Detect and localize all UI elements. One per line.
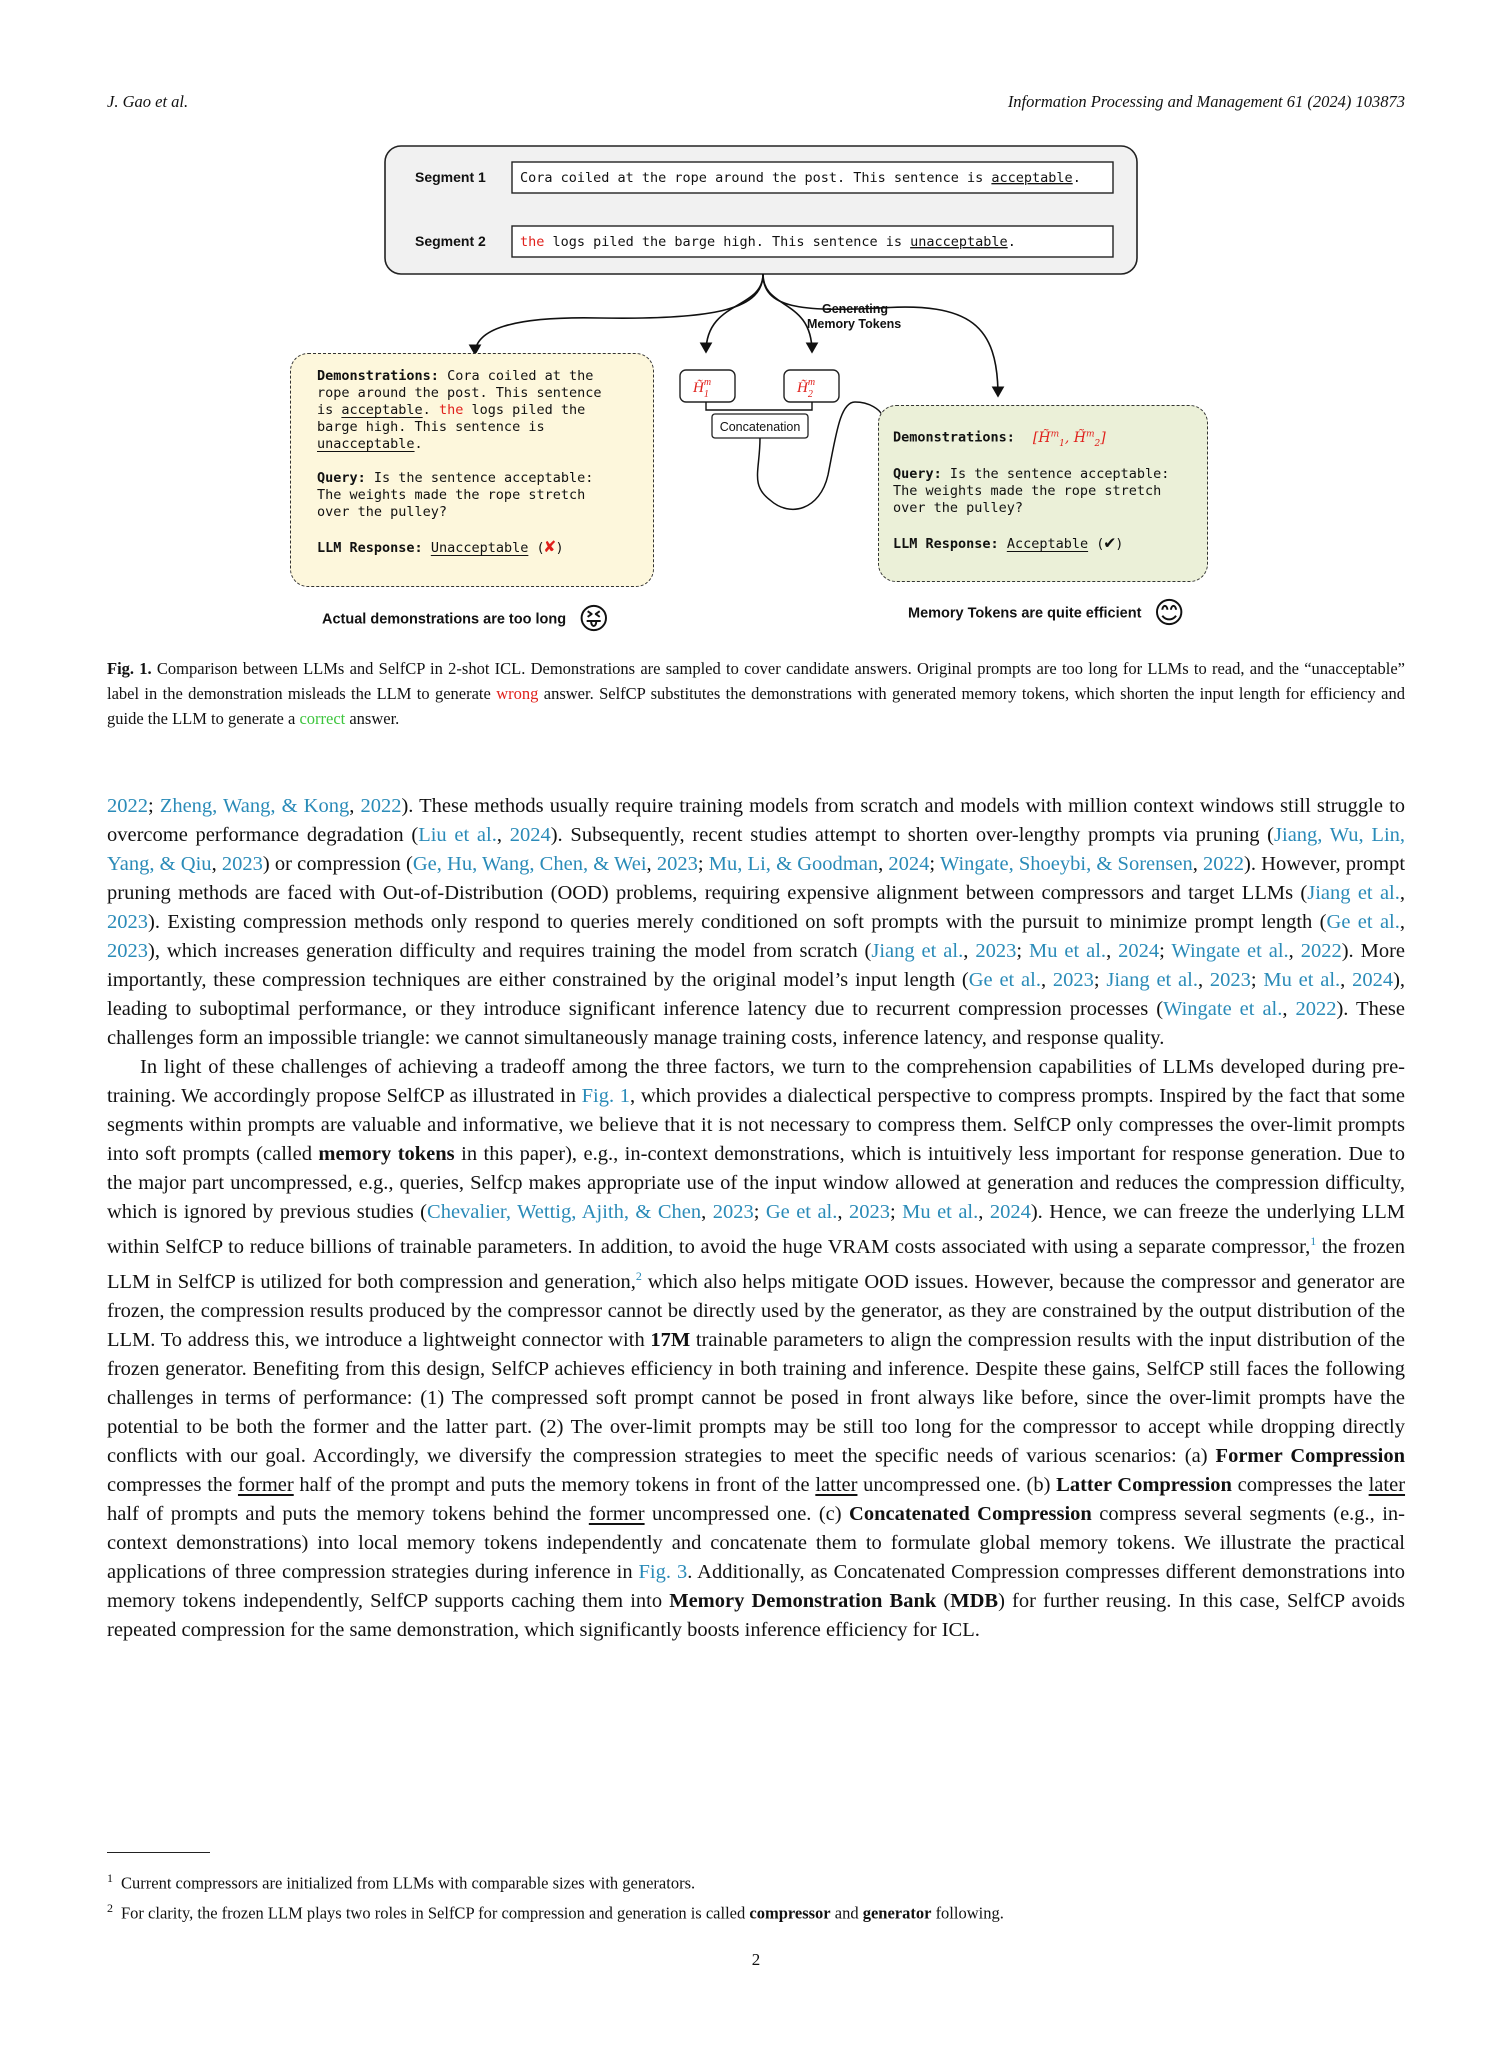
paragraph-1 (107, 792, 1405, 1053)
citation-link[interactable]: 2024 (509, 824, 551, 846)
text-run: ; (1250, 969, 1264, 991)
bold-term: Concatenated Compression (849, 1502, 1092, 1525)
text-run: ). However, prompt pruning methods are faced with Out-of-Distribution (OOD) problems, requiring expensive alignment between compressors and target LLMs ( (107, 853, 1406, 904)
underlined-term: latter (815, 1473, 858, 1496)
citation-link[interactable]: 2022 (1295, 998, 1337, 1020)
citation-link[interactable]: 2023 (107, 940, 148, 962)
text-run: , (1282, 998, 1296, 1020)
footnote-mark[interactable]: 2 (635, 1268, 642, 1283)
bold-term: Memory Demonstration Bank (669, 1589, 937, 1612)
header-journal: Information Processing and Management 61 (2024) 103873 (1007, 92, 1405, 111)
text-run: . Additionally, as Concatenated Compression compresses different demonstrations into memory tokens independently, SelfCP supports caching them into (107, 1560, 1405, 1612)
text-run: , (1399, 911, 1405, 933)
text-run: , (963, 940, 976, 962)
text-run: , (349, 795, 361, 817)
text-run: , (837, 1201, 849, 1223)
text-run: ) or compression ( (262, 853, 413, 875)
citation-link[interactable]: 2023 (848, 1201, 890, 1223)
footnote-2 (107, 1896, 1405, 1926)
smile-emoji: 😊 (1153, 597, 1185, 630)
underlined-term: former (588, 1502, 645, 1525)
header-authors: J. Gao et al. (107, 92, 189, 111)
footnote-1 (107, 1866, 1405, 1896)
text-run: , (211, 853, 222, 875)
bold-term: compressor (749, 1903, 831, 1922)
text-run: in this paper), e.g., in-context demonstrations, which is intuitively less important for response generation. Due to the major part uncompressed, e.g., queries, Selfcp makes appropriate use of the input window allowed at generation and reduces the compression difficulty, which is ignored by previous studies ( (107, 1143, 1405, 1223)
bold-term: 17M (650, 1328, 691, 1351)
memory-token-list: [H̃$^m_1$, H̃$^m_2$] (1032, 429, 1106, 449)
text-run: , (1288, 940, 1301, 962)
citation-link[interactable]: Wingate et al. (1163, 998, 1283, 1020)
svg-text:H̃2m: $H̃_2m$ (797, 377, 816, 400)
bold-term: Former Compression (1215, 1444, 1406, 1467)
text-run: ; (929, 853, 940, 875)
segment1-text: Cora coiled at the rope around the post. This sentence is acceptable. (520, 170, 1081, 186)
text-run: trainable parameters to align the compression results with the input distribution of the frozen generator. Benefiting from this design, SelfCP achieves efficiency in both training and inference. Despite these gains, SelfCP still faces the following challenges in terms of performance: (1) The compressed soft prompt cannot be posed in front always like before, since the over-limit prompts have the potential to be both the former and the latter part. (2) The over-limit prompts may be still too long for the compressor to accept while dropping directly conflicts with our goal. Accordingly, we diversify the compression strategies to meet the specific needs of various scenarios: (a) (107, 1328, 1405, 1467)
text-run: ) for further reusing. In this case, SelfCP avoids repeated compression for the same demonstration, which significantly boosts inference efficiency for ICL. (107, 1589, 1406, 1641)
generating-label: Generating Memory Tokens (807, 302, 902, 331)
text-run: ; (1093, 969, 1107, 991)
text-run: ; (753, 1201, 766, 1223)
footnote-number: 1 (107, 1871, 113, 1885)
citation-link[interactable]: 2024 (1118, 940, 1160, 962)
text-run: compresses the (1231, 1473, 1369, 1496)
citation-link[interactable]: 2023 (221, 853, 263, 875)
citation-link[interactable]: Fig. 1 (581, 1085, 631, 1107)
text-run: For clarity, the frozen LLM plays two roles in SelfCP for compression and generation is called (121, 1903, 750, 1922)
text-run: ; (148, 795, 160, 817)
citation-link[interactable]: Ge et al. (765, 1201, 838, 1223)
text-run: In light of these challenges of achieving a tradeoff among the three factors, we turn to the comprehension capabilities of LLMs developed during pre-training. We accordingly propose SelfCP as illustrated in (107, 1056, 1405, 1107)
text-run: ), leading to suboptimal performance, or they introduce significant inference latency due to recurrent compression processes ( (107, 969, 1406, 1020)
segment1-label: Segment 1 (415, 169, 486, 185)
left-caption-figure: Actual demonstrations are too long 😝 (322, 603, 610, 636)
text-run: , (1192, 853, 1204, 875)
footnotes (107, 1866, 1405, 1925)
left-demo-text: Demonstrations: Cora coiled at the rope around the post. This sentence is acceptable. the logs piled the barge high. This sentence is unacceptable. Query: Is the sentence acceptable: The weights made the rope stretch over the pulley? LLM Response: Unacceptable (✘) (317, 368, 602, 557)
citation-link[interactable]: Ge et al. (968, 969, 1041, 991)
citation-link[interactable]: Jiang et al. (871, 940, 964, 962)
text-run: ; (697, 853, 709, 875)
text-run: Current compressors are initialized from LLMs with comparable sizes with generators. (121, 1873, 696, 1893)
text-run: uncompressed one. (b) (857, 1473, 1057, 1496)
concatenation-label: Concatenation (719, 420, 801, 434)
caption-label: Fig. 1. (107, 659, 152, 678)
text-run: which also helps mitigate OOD issues. However, because the compressor and generator are frozen, the compression results produced by the compressor cannot be directly used by the generator, as they are constrained by the output distribution of the LLM. To address this, we introduce a lightweight connector with (107, 1270, 1405, 1351)
text-run: , (878, 853, 889, 875)
citation-link[interactable]: 2024 (989, 1201, 1031, 1223)
footnote-mark[interactable]: 1 (1310, 1234, 1317, 1248)
citation-link[interactable]: Fig. 3 (638, 1560, 688, 1583)
segment2-label: Segment 2 (415, 233, 486, 249)
text-run: uncompressed one. (c) (644, 1502, 850, 1525)
text-run: ( (936, 1589, 951, 1612)
citation-link[interactable]: 2024 (1352, 969, 1394, 991)
text-run: ), which increases generation difficulty and requires training the model from scratch ( (148, 940, 872, 962)
citation-link[interactable]: Chevalier, Wettig, Ajith, & Chen (427, 1201, 702, 1223)
body-text (107, 792, 1405, 1645)
citation-link[interactable]: Wingate, Shoeybi, & Sorensen (939, 853, 1193, 875)
citation-link[interactable]: 2022 (107, 795, 148, 817)
text-run: , (496, 824, 510, 846)
text-run: ). Existing compression methods only respond to queries merely conditioned on soft prompts with the pursuit to minimize prompt length ( (148, 911, 1327, 933)
text-run: ). More importantly, these compression techniques are either constrained by the original model’s input length ( (107, 940, 1406, 991)
text-run: , (646, 853, 657, 875)
text-run: , (1340, 969, 1353, 991)
text-run: following. (931, 1903, 1004, 1922)
bold-term: memory tokens (318, 1143, 455, 1165)
text-run: , (1040, 969, 1053, 991)
citation-link[interactable]: 2023 (656, 853, 698, 875)
footnote-rule (107, 1852, 210, 1853)
citation-link[interactable]: Zheng, Wang, & Kong (159, 795, 350, 817)
text-run: half of prompts and puts the memory tokens behind the (107, 1502, 589, 1525)
wrong-mark: ✘ (544, 536, 556, 557)
citation-link[interactable]: 2024 (888, 853, 930, 875)
right-demo-text: Demonstrations: [H̃$^m_1$, H̃$^m_2$] Query: Is the sentence acceptable: The weights made the rope stretch over the pulley? LLM Response: Acceptable (✔) (893, 429, 1170, 554)
right-caption-figure: Memory Tokens are quite efficient 😊 (908, 597, 1185, 630)
running-header (107, 92, 1405, 116)
citation-link[interactable]: 2023 (107, 911, 148, 933)
citation-link[interactable]: Ge et al. (1326, 911, 1400, 933)
text-run: compresses the (107, 1473, 238, 1496)
text-run: ; (889, 1201, 903, 1223)
correct-mark: ✔ (1104, 532, 1116, 554)
text-run: , (701, 1201, 713, 1223)
text-run: , (1197, 969, 1210, 991)
citation-link[interactable]: Liu et al. (418, 824, 497, 846)
bold-term: generator (862, 1903, 932, 1922)
paragraph-2 (107, 1053, 1405, 1645)
bold-term: Latter Compression (1056, 1473, 1232, 1496)
citation-link[interactable]: 2023 (975, 940, 1017, 962)
citation-link[interactable]: Jiang et al. (1106, 969, 1198, 991)
text-run: , (1106, 940, 1119, 962)
segment2-text: the logs piled the barge high. This sentence is unacceptable. (520, 234, 1016, 250)
page-number: 2 (751, 1950, 761, 1969)
text-run: the frozen LLM in SelfCP is utilized for both compression and generation, (107, 1235, 1405, 1293)
text-run: ). Hence, we can freeze the underlying LLM within SelfCP to reduce billions of trainable parameters. In addition, to avoid the huge VRAM costs associated with using a separate compressor, (107, 1201, 1406, 1258)
citation-link[interactable]: 2022 (1203, 853, 1245, 875)
citation-link[interactable]: Mu, Li, & Goodman (708, 853, 879, 875)
bold-term: MDB (950, 1589, 999, 1612)
citation-link[interactable]: Ge, Hu, Wang, Chen, & Wei (412, 853, 647, 875)
figure-caption: Fig. 1. Comparison between LLMs and SelfCP in 2-shot ICL. Demonstrations are sampled to cover candidate answers. Original prompts are too long for LLMs to read, and the “unacceptable” label in the demonstration misleads the LLM to generate wrong answer. SelfCP substitutes the demonstrations with generated memory tokens, which shorten the input length for efficiency and guide the LLM to generate a correct answer. (107, 659, 1405, 728)
citation-link[interactable]: Mu et al. (902, 1201, 979, 1223)
footnote-number: 2 (107, 1900, 113, 1915)
text-run: ; (1016, 940, 1029, 962)
caption-correct: correct (299, 709, 346, 728)
citation-link[interactable]: 2023 (1052, 969, 1094, 991)
citation-link[interactable]: Mu et al. (1028, 940, 1107, 962)
citation-link[interactable]: Wingate et al. (1171, 940, 1289, 962)
citation-link[interactable]: 2023 (1209, 969, 1251, 991)
text-run: compress several segments (e.g., in-context demonstrations) into local memory tokens independently and concatenate them to formulate global memory tokens. We illustrate the practical applications of three compression strategies during inference in (107, 1502, 1405, 1583)
text-run: ). Subsequently, recent studies attempt to shorten over-lengthy prompts via pruning ( (550, 824, 1275, 846)
text-run: , which provides a dialectical perspective to compress prompts. Inspired by the fact that some segments within prompts are valuable and informative, we believe that it is not necessary to compress them. SelfCP only compresses the over-limit prompts into soft prompts (called (107, 1085, 1405, 1165)
text-run: , (978, 1201, 990, 1223)
citation-link[interactable]: 2022 (1300, 940, 1342, 962)
svg-text:H̃1m: $H̃_1m$ (693, 377, 712, 400)
underlined-term: later (1368, 1473, 1406, 1496)
text-run: ; (1159, 940, 1172, 962)
text-run: ). These challenges form an impossible triangle: we cannot simultaneously manage training costs, inference latency, and response quality. (107, 998, 1405, 1049)
tongue-emoji: 😝 (578, 603, 610, 636)
caption-wrong: wrong (496, 684, 539, 703)
citation-link[interactable]: Mu et al. (1263, 969, 1341, 991)
text-run: ). These methods usually require training models from scratch and models with million context windows still struggle to overcome performance degradation ( (107, 795, 1406, 846)
underlined-term: former (237, 1473, 294, 1496)
citation-link[interactable]: Jiang et al. (1307, 882, 1400, 904)
text-run: half of the prompt and puts the memory tokens in front of the (293, 1473, 816, 1496)
text-run: and (830, 1903, 863, 1922)
text-run: , (1399, 882, 1405, 904)
citation-link[interactable]: 2023 (712, 1201, 754, 1223)
citation-link[interactable]: 2022 (360, 795, 402, 817)
citation-link[interactable]: Jiang, Wu, Lin, Yang, & Qiu (107, 824, 1406, 875)
